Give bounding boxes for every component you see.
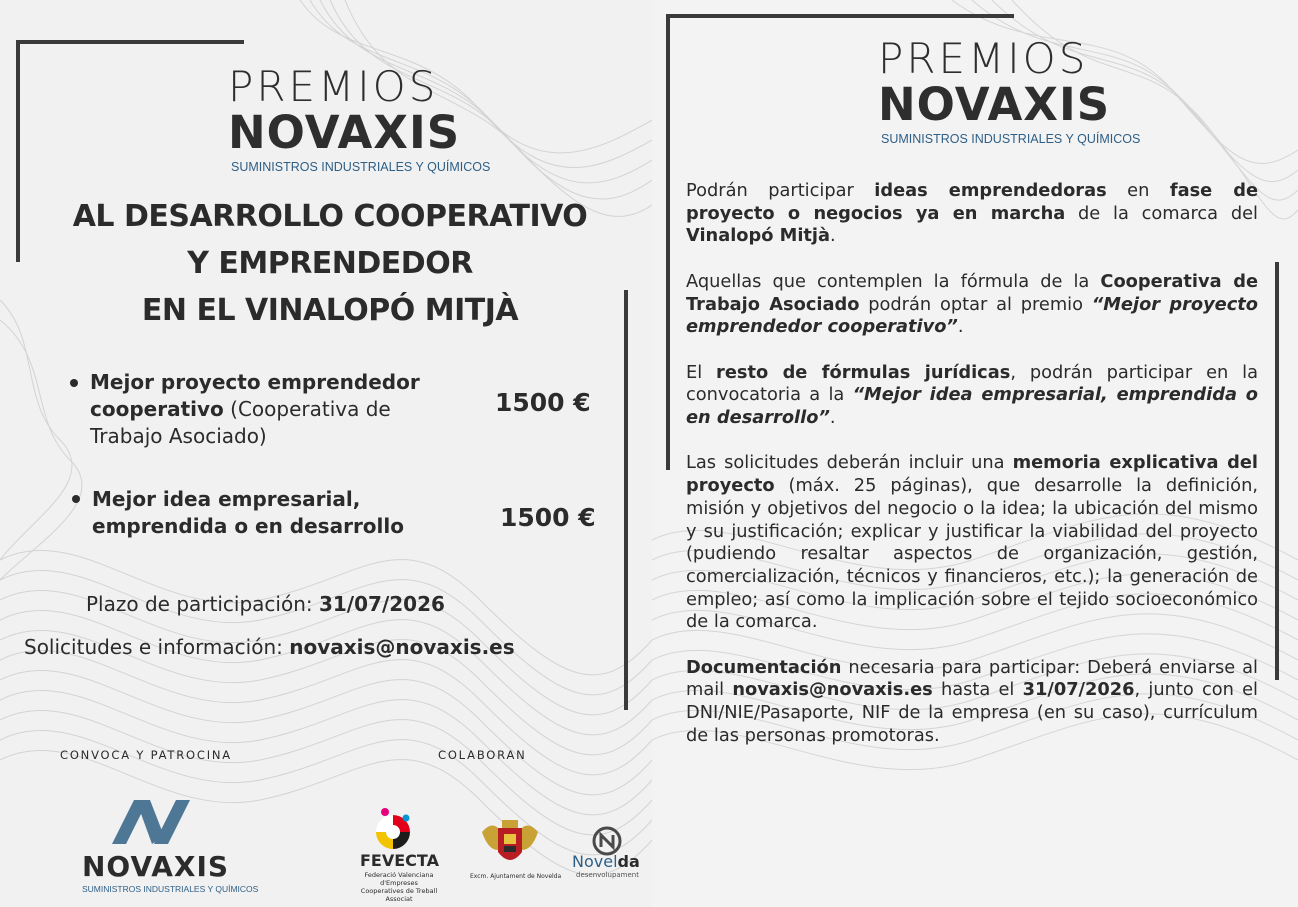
deadline-label: Plazo de participación: (86, 592, 319, 616)
contact-email[interactable]: novaxis@novaxis.es (289, 635, 515, 659)
novelda-name: Novelda (572, 852, 640, 871)
ajuntament-caption: Excm. Ajuntament de Novelda (470, 873, 562, 880)
documentation-email[interactable]: novaxis@novaxis.es (732, 679, 933, 701)
deadline-text (86, 592, 445, 616)
rules-paragraph-2: Aquellas que contemplen la fórmula de la Cooperativa de Trabajo Asociado podrán optar al premio “Mejor proyecto emprendedor cooperativo”. (686, 270, 1259, 338)
sponsor-tagline: SUMINISTROS INDUSTRIALES Y QUÍMICOS (82, 884, 259, 894)
deadline-value: 31/07/2026 (318, 592, 445, 616)
headline-line-3: EN EL VINALOPÓ MITJÀ (141, 293, 519, 328)
prize-title: Mejor idea empresarial, emprendida o en desarrollo (92, 487, 405, 538)
bullet-icon (72, 495, 80, 503)
logo-premios: PREMIOS (228, 62, 439, 111)
rules-paragraph-4: Las solicitudes deberán incluir una memoria explicativa del proyecto (máx. 25 páginas), que desarrolle la definición, misión y objetivos del negocio o la idea; la ubicación del mismo y su justificación; explicar y justificar la viabilidad del proyecto (pudiendo resaltar aspectos de organización, gestión, comercialización, técnicos y financieros, etc.); la generación de empleo; así como la implicación sobre el tejido socioeconómico de la comarca. (686, 452, 1258, 633)
corner-line-top (16, 40, 244, 44)
prize-item-idea (92, 486, 432, 540)
logo-tagline: SUMINISTROS INDUSTRIALES Y QUÍMICOS (881, 132, 1141, 146)
novelda-sub: desenvolupament (576, 871, 639, 879)
contact-label: Solicitudes e información: (24, 635, 290, 659)
headline-line-2: Y EMPRENDEDOR (187, 246, 473, 281)
headline (40, 193, 620, 334)
novaxis-logo-icon (106, 798, 196, 846)
prize-item-cooperativo (90, 369, 460, 450)
corner-line-left (16, 40, 20, 262)
prize-title: Mejor proyecto emprendedor cooperativo (90, 370, 420, 421)
colaboran-label: COLABORAN (438, 748, 527, 762)
vertical-rule (1275, 262, 1279, 680)
fevecta-logo-icon (370, 806, 416, 852)
prize-amount: 1500 € (495, 388, 591, 417)
corner-line-top (666, 14, 1014, 18)
corner-line-left (666, 14, 670, 470)
headline-line-1: AL DESARROLLO COOPERATIVO (72, 199, 588, 234)
vertical-rule (624, 290, 628, 710)
rules-paragraph-5: Documentación necesaria para participar: Deberá enviarse al mail novaxis@novaxis.es hasta el 31/07/2026, junto con el DNI/NIE/Pasaporte, NIF de la empresa (en su caso), currículum de las personas promotoras. (686, 656, 1258, 746)
rules-paragraph-3: El resto de fórmulas jurídicas, podrán participar en la convocatoria a la “Mejor idea empresarial, emprendida o en desarrollo”. (686, 361, 1258, 428)
logo-tagline: SUMINISTROS INDUSTRIALES Y QUÍMICOS (231, 160, 491, 174)
logo-novaxis: NOVAXIS (228, 106, 461, 159)
prize-amount: 1500 € (500, 503, 596, 532)
fevecta-name: FEVECTA (360, 851, 439, 870)
bullet-icon (70, 379, 78, 387)
rules-text (686, 180, 1258, 770)
contact-text (24, 635, 515, 659)
logo-novaxis: NOVAXIS (878, 78, 1111, 131)
logo-premios: PREMIOS (878, 34, 1089, 83)
prize-detail: (Cooperativa de Trabajo Asociado) (90, 397, 391, 448)
fevecta-subtitle: Federació Valenciana d'Empreses Cooperatives de Treball Associat (360, 871, 438, 903)
rules-paragraph-1: Podrán participar ideas emprendedoras en fase de proyecto o negocios ya en marcha de la comarca del Vinalopó Mitjà. (686, 180, 1259, 247)
sponsor-name: NOVAXIS (82, 850, 230, 883)
ajuntament-crest-icon (478, 816, 542, 872)
convoca-label: CONVOCA Y PATROCINA (60, 748, 232, 762)
